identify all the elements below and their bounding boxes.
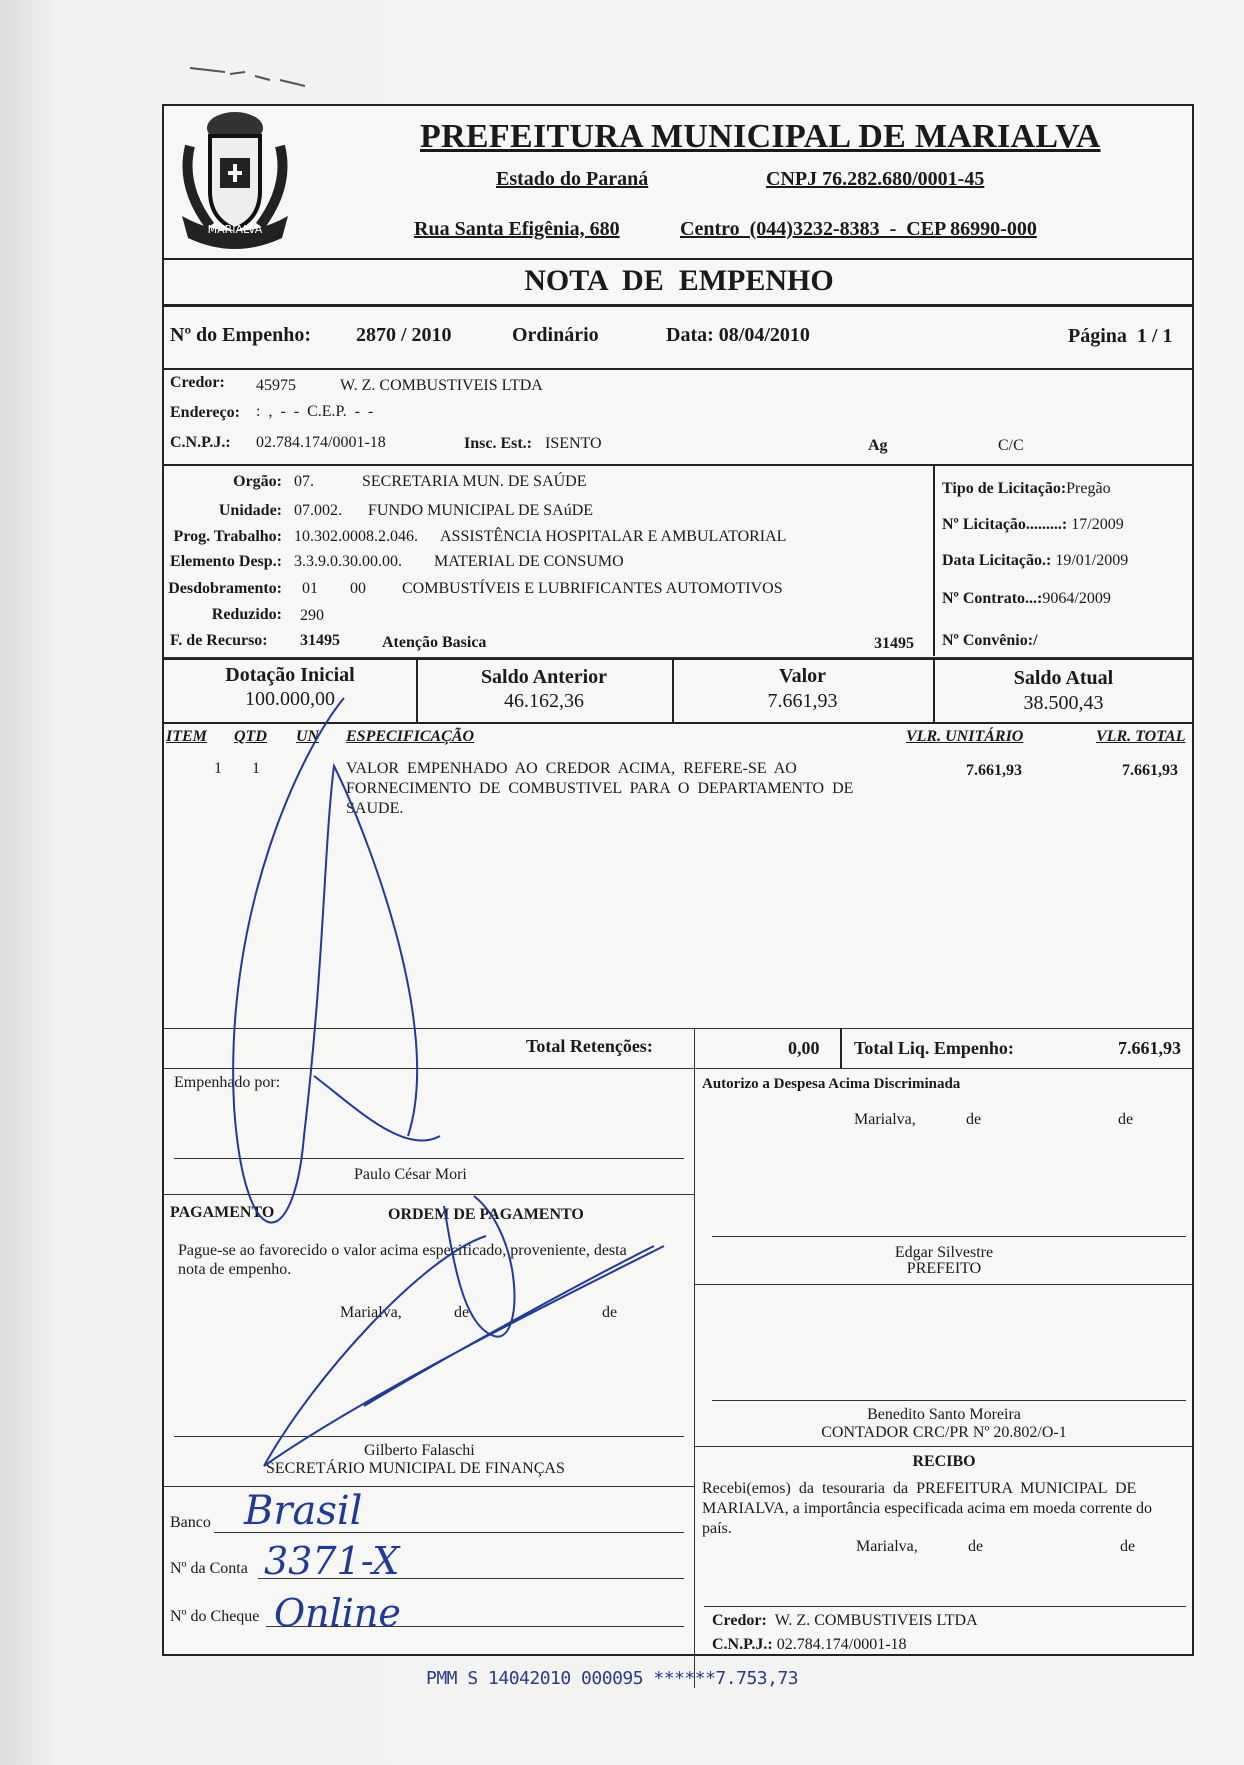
pagamento-de-2: de [602,1304,618,1321]
cc-label: C/C [998,437,1024,454]
insc-value: ISENTO [545,435,602,452]
accountant-title: CONTADOR CRC/PR Nº 20.802/O-1 [821,1424,1067,1441]
recibo-text-line-1: Recebi(emos) da tesouraria da PREFEITURA MUNICIPAL DE [702,1480,1137,1497]
mayor-title: PREFEITO [906,1260,982,1277]
retencoes-value: 0,00 [788,1038,820,1058]
cnpj-value: 02.784.174/0001-18 [256,434,386,451]
payment-stamp: PMM S 14042010 000095 ******7.753,73 [426,1668,799,1689]
col-item: ITEM [166,728,207,745]
item-qtd: 1 [252,760,260,777]
elemento-label: Elemento Desp.: [170,553,282,570]
empenhado-signer: Paulo César Mori [354,1166,467,1183]
empenhado-label: Empenhado por: [174,1074,281,1091]
ordem-pagamento-label: ORDEM DE PAGAMENTO [388,1206,584,1223]
desdobramento-code-2: 00 [350,580,366,597]
reduzido-label: Reduzido: [211,606,282,623]
credor-name: W. Z. COMBUSTIVEIS LTDA [340,377,543,394]
autorizo-place: Marialva, [854,1111,916,1128]
data-licitacao: Data Licitação.: 19/01/2009 [942,552,1129,569]
dotacao-value: 100.000,00 [245,688,335,710]
liquido-value: 7.661,93 [1118,1038,1181,1058]
municipality-title: PREFEITURA MUNICIPAL DE MARIALVA [420,118,1101,155]
cheque-label: Nº do Cheque [170,1608,260,1625]
credor-code: 45975 [256,377,296,394]
header-address: Rua Santa Efigênia, 680 [414,218,620,240]
item-description-line-2: FORNECIMENTO DE COMBUSTIVEL PARA O DEPARTAMENTO DE [346,780,854,797]
desdobramento-code-1: 01 [302,580,318,597]
recibo-cnpj: C.N.P.J.: 02.784.174/0001-18 [712,1636,907,1653]
pagamento-text-line-1: Pague-se ao favorecido o valor acima especificado, proveniente, desta [178,1242,627,1259]
numero-convenio: Nº Convênio:/ [942,632,1038,649]
saldo-anterior-value: 46.162,36 [504,690,584,712]
state-name: Estado do Paraná [496,168,649,190]
recibo-de-2: de [1120,1538,1136,1555]
recurso-name: Atenção Basica [382,634,487,651]
item-number: 1 [214,760,222,777]
recibo-label: RECIBO [912,1453,976,1470]
unidade-code: 07.002. [294,502,342,519]
saldo-atual-value: 38.500,43 [1023,692,1104,714]
secretary-title: SECRETÁRIO MUNICIPAL DE FINANÇAS [266,1460,565,1477]
handwritten-cheque: Online [274,1591,401,1635]
banco-label: Banco [170,1514,211,1531]
col-un: UN [296,728,320,745]
empenho-number: 2870 / 2010 [356,324,452,346]
autorizo-de-2: de [1118,1111,1134,1128]
header-cnpj: CNPJ 76.282.680/0001-45 [766,168,985,190]
page-number: Página 1 / 1 [1068,325,1173,347]
cnpj-label: C.N.P.J.: [170,434,231,451]
signature-financas [264,1196,664,1466]
recurso-label: F. de Recurso: [170,632,268,649]
credor-label: Credor: [170,374,225,391]
desdobramento-name: COMBUSTÍVEIS E LUBRIFICANTES AUTOMOTIVOS [402,580,783,597]
pagamento-place: Marialva, [340,1304,402,1321]
header-contact: Centro (044)3232-8383 - CEP 86990-000 [680,218,1037,240]
saldo-atual-label: Saldo Atual [1013,667,1114,689]
item-total-value: 7.661,93 [1122,762,1178,779]
col-unit-value: VLR. UNITÁRIO [906,728,1024,745]
col-qtd: QTD [234,728,267,745]
prog-name: ASSISTÊNCIA HOSPITALAR E AMBULATORIAL [440,528,787,545]
col-especificacao: ESPECIFICAÇÃO [346,728,475,745]
prog-label: Prog. Trabalho: [173,528,282,545]
recibo-text-line-3: país. [702,1520,732,1537]
valor-value: 7.661,93 [767,690,838,712]
recibo-de-1: de [968,1538,984,1555]
conta-label: Nº da Conta [170,1560,248,1577]
recibo-place: Marialva, [856,1538,918,1555]
empenho-form [162,104,1194,1656]
unidade-name: FUNDO MUNICIPAL DE SAúDE [368,502,594,519]
document-title: NOTA DE EMPENHO [524,264,834,297]
item-unit-value: 7.661,93 [966,762,1022,779]
insc-label: Insc. Est.: [464,435,533,452]
saldo-anterior-label: Saldo Anterior [480,666,608,688]
orgao-code: 07. [294,473,314,490]
orgao-name: SECRETARIA MUN. DE SAÚDE [362,473,587,490]
autorizo-de-1: de [966,1111,982,1128]
empenho-date: Data: 08/04/2010 [666,324,810,346]
unidade-label: Unidade: [218,502,282,519]
item-description-line-1: VALOR EMPENHADO AO CREDOR ACIMA, REFERE-SE AO [346,760,797,777]
address-value: : , - - C.E.P. - - [256,403,374,420]
valor-label: Valor [778,665,827,687]
reduzido-value: 290 [300,607,324,624]
secretary-name: Gilberto Falaschi [364,1442,475,1459]
item-description-line-3: SAUDE. [346,800,404,817]
recurso-right-value: 31495 [874,635,914,652]
handwritten-conta: 3371-X [264,1539,400,1583]
pagamento-de-1: de [454,1304,470,1321]
recurso-value: 31495 [300,632,340,649]
col-total-value: VLR. TOTAL [1096,728,1186,745]
handwritten-signatures [164,106,1194,1656]
handwritten-banco: Brasil [244,1488,363,1534]
liquido-label: Total Liq. Empenho: [854,1038,1014,1058]
address-label: Endereço: [170,404,240,421]
empenho-number-label: Nº do Empenho: [170,324,312,346]
empenho-type: Ordinário [512,324,599,346]
orgao-label: Orgão: [233,473,282,490]
signature-tail [314,1076,440,1141]
tipo-licitacao: Tipo de Licitação:Pregão [942,480,1111,497]
accountant-name: Benedito Santo Moreira [867,1406,1021,1423]
prog-code: 10.302.0008.2.046. [294,528,418,545]
recibo-credor: Credor: W. Z. COMBUSTIVEIS LTDA [712,1612,978,1629]
elemento-code: 3.3.9.0.30.00.00. [294,553,402,570]
numero-contrato: Nº Contrato...:9064/2009 [942,590,1111,607]
mayor-name: Edgar Silvestre [894,1244,994,1261]
desdobramento-label: Desdobramento: [168,580,282,597]
elemento-name: MATERIAL DE CONSUMO [434,553,624,570]
ag-label: Ag [868,437,888,454]
pagamento-text-line-2: nota de empenho. [178,1261,292,1278]
scan-mark [185,60,315,90]
dotacao-label: Dotação Inicial [225,664,355,686]
recibo-text-line-2: MARIALVA, a importância especificada acima em moeda corrente do [702,1500,1153,1517]
svg-text:MARIALVA: MARIALVA [207,223,263,236]
retencoes-label: Total Retenções: [526,1036,653,1056]
autorizo-label: Autorizo a Despesa Acima Discriminada [702,1076,961,1092]
numero-licitacao: Nº Licitação.........: 17/2009 [942,516,1124,533]
signature-loop-empenho [233,698,417,1223]
pagamento-label: PAGAMENTO [170,1204,275,1221]
